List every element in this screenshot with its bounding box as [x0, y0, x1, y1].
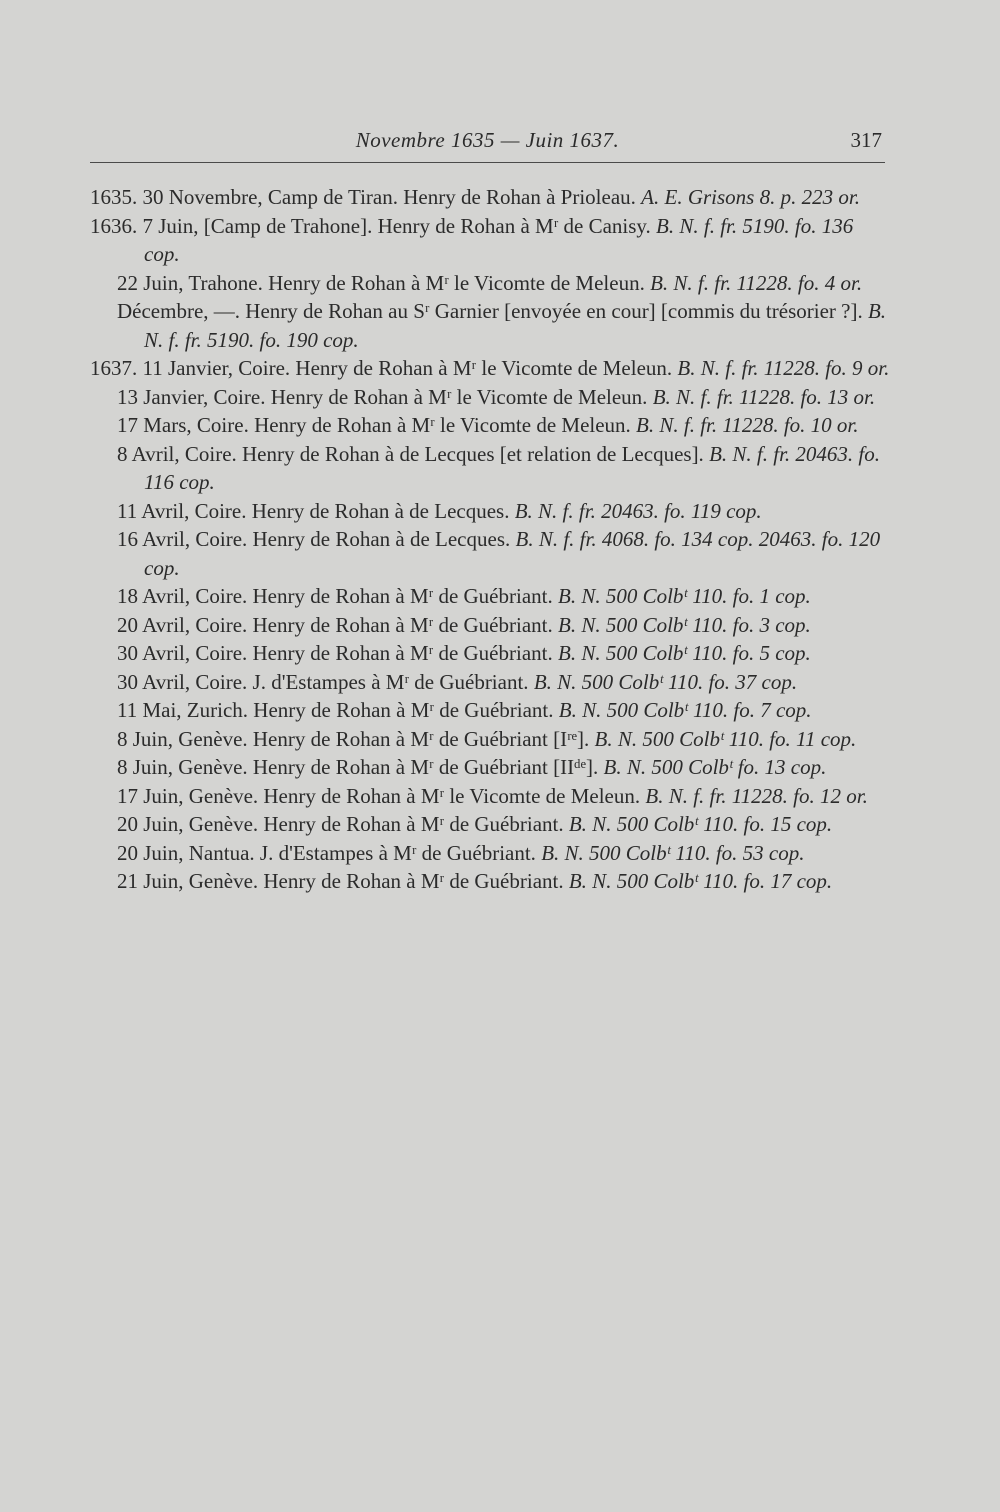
entry-reference: B. N. f. fr. 11228. fo. 13 or. — [652, 384, 876, 409]
entry-text: 20 Juin, Nantua. J. d'Estampes à Mʳ de Guébriant. — [117, 840, 536, 865]
entry-text: 21 Juin, Genève. Henry de Rohan à Mʳ de Guébriant. — [117, 869, 564, 893]
entry-reference: B. N. 500 Colbᵗ 110. fo. 3 cop. — [558, 612, 811, 637]
entry-reference: B. N. f. fr. 20463. fo. 119 cop. — [514, 498, 762, 523]
entry-text: 11 Janvier, Coire. Henry de Rohan à Mʳ le Vicomte de Meleun. — [142, 356, 673, 380]
entry-text: 20 Juin, Genève. Henry de Rohan à Mʳ de Guébriant. — [117, 812, 564, 836]
entry — [90, 354, 890, 383]
entry-reference: B. N. f. fr. 5190. fo. 190 cop. — [144, 299, 887, 352]
entry — [90, 297, 890, 354]
entry-text: 17 Juin, Genève. Henry de Rohan à Mʳ le Vicomte de Meleun. — [117, 783, 641, 808]
chronology-list — [90, 183, 890, 896]
entry-reference: B. N. f. fr. 11228. fo. 4 or. — [650, 270, 863, 295]
entry-reference: B. N. f. fr. 20463. fo. 116 cop. — [144, 441, 880, 494]
entry-reference: B. N. 500 Colbᵗ 110. fo. 15 cop. — [568, 812, 833, 836]
entry-text: 11 Avril, Coire. Henry de Rohan à de Lecques. — [117, 498, 510, 523]
entry-reference: B. N. 500 Colbᵗ 110. fo. 5 cop. — [558, 641, 811, 665]
entry-reference: B. N. f. fr. 4068. fo. 134 cop. 20463. fo. 120 cop. — [144, 527, 881, 580]
entry-text: 17 Mars, Coire. Henry de Rohan à Mʳ le Vicomte de Meleun. — [117, 413, 631, 437]
entry — [90, 440, 890, 497]
entry-text: 8 Juin, Genève. Henry de Rohan à Mʳ de Guébriant [Iʳᵉ]. — [117, 726, 590, 751]
entry-year: 1635. — [90, 185, 138, 209]
entry — [90, 411, 890, 440]
entry-text: 8 Juin, Genève. Henry de Rohan à Mʳ de Guébriant [IIᵈᵉ]. — [117, 755, 599, 779]
entry — [90, 696, 890, 725]
entry-reference: B. N. 500 Colbᵗ 110. fo. 17 cop. — [568, 869, 833, 893]
entry — [90, 782, 890, 811]
running-title: Novembre 1635 — Juin 1637. — [355, 128, 620, 152]
entry-text: 20 Avril, Coire. Henry de Rohan à Mʳ de Guébriant. — [117, 612, 553, 637]
entry-year: 1636. — [90, 213, 138, 238]
entry — [90, 269, 890, 298]
page-header — [90, 126, 885, 163]
entry-text: 13 Janvier, Coire. Henry de Rohan à Mʳ le Vicomte de Meleun. — [117, 384, 648, 409]
entry — [90, 383, 890, 412]
entry — [90, 810, 890, 839]
entry-reference: B. N. 500 Colbᵗ 110. fo. 7 cop. — [558, 698, 812, 722]
entry-reference: B. N. f. fr. 11228. fo. 12 or. — [645, 783, 868, 808]
entry-reference: A. E. Grisons 8. p. 223 or. — [641, 185, 860, 209]
entry-reference: B. N. 500 Colbᵗ 110. fo. 11 cop. — [594, 726, 857, 751]
entry-text: 16 Avril, Coire. Henry de Rohan à de Lecques. — [117, 527, 511, 551]
entry — [90, 183, 890, 212]
entry-reference: B. N. f. fr. 11228. fo. 9 or. — [677, 356, 890, 380]
entry-year: 1637. — [90, 356, 138, 380]
entry — [90, 753, 890, 782]
entry — [90, 839, 890, 868]
entry-text: 8 Avril, Coire. Henry de Rohan à de Lecques [et relation de Lecques]. — [117, 441, 704, 466]
entry-reference: B. N. 500 Colbᵗ 110. fo. 1 cop. — [558, 584, 811, 608]
entry-text: 18 Avril, Coire. Henry de Rohan à Mʳ de Guébriant. — [117, 584, 553, 608]
entry — [90, 725, 890, 754]
entry-reference: B. N. 500 Colbᵗ 110. fo. 37 cop. — [533, 669, 798, 694]
entry — [90, 525, 890, 582]
entry — [90, 867, 890, 896]
entry — [90, 668, 890, 697]
entry-text: 11 Mai, Zurich. Henry de Rohan à Mʳ de Guébriant. — [117, 698, 554, 722]
entry — [90, 611, 890, 640]
entry-text: 30 Avril, Coire. Henry de Rohan à Mʳ de Guébriant. — [117, 641, 553, 665]
entry-reference: B. N. f. fr. 5190. fo. 136 cop. — [144, 213, 854, 266]
entry-text: 30 Avril, Coire. J. d'Estampes à Mʳ de Guébriant. — [117, 669, 529, 694]
entry — [90, 212, 890, 269]
entry — [90, 639, 890, 668]
entry-text: 22 Juin, Trahone. Henry de Rohan à Mʳ le Vicomte de Meleun. — [117, 270, 645, 295]
page-number: 317 — [850, 128, 882, 152]
entry — [90, 497, 890, 526]
entry-text: Décembre, —. Henry de Rohan au Sʳ Garnier [envoyée en cour] [commis du trésorier ?]. — [117, 299, 863, 323]
entry-reference: B. N. 500 Colbᵗ fo. 13 cop. — [603, 755, 827, 779]
entry-reference: B. N. 500 Colbᵗ 110. fo. 53 cop. — [541, 840, 805, 865]
entry-text: 7 Juin, [Camp de Trahone]. Henry de Rohan à Mʳ de Canisy. — [142, 213, 651, 238]
entry-text: 30 Novembre, Camp de Tiran. Henry de Rohan à Prioleau. — [142, 185, 636, 209]
entry — [90, 582, 890, 611]
entry-reference: B. N. f. fr. 11228. fo. 10 or. — [636, 413, 859, 437]
